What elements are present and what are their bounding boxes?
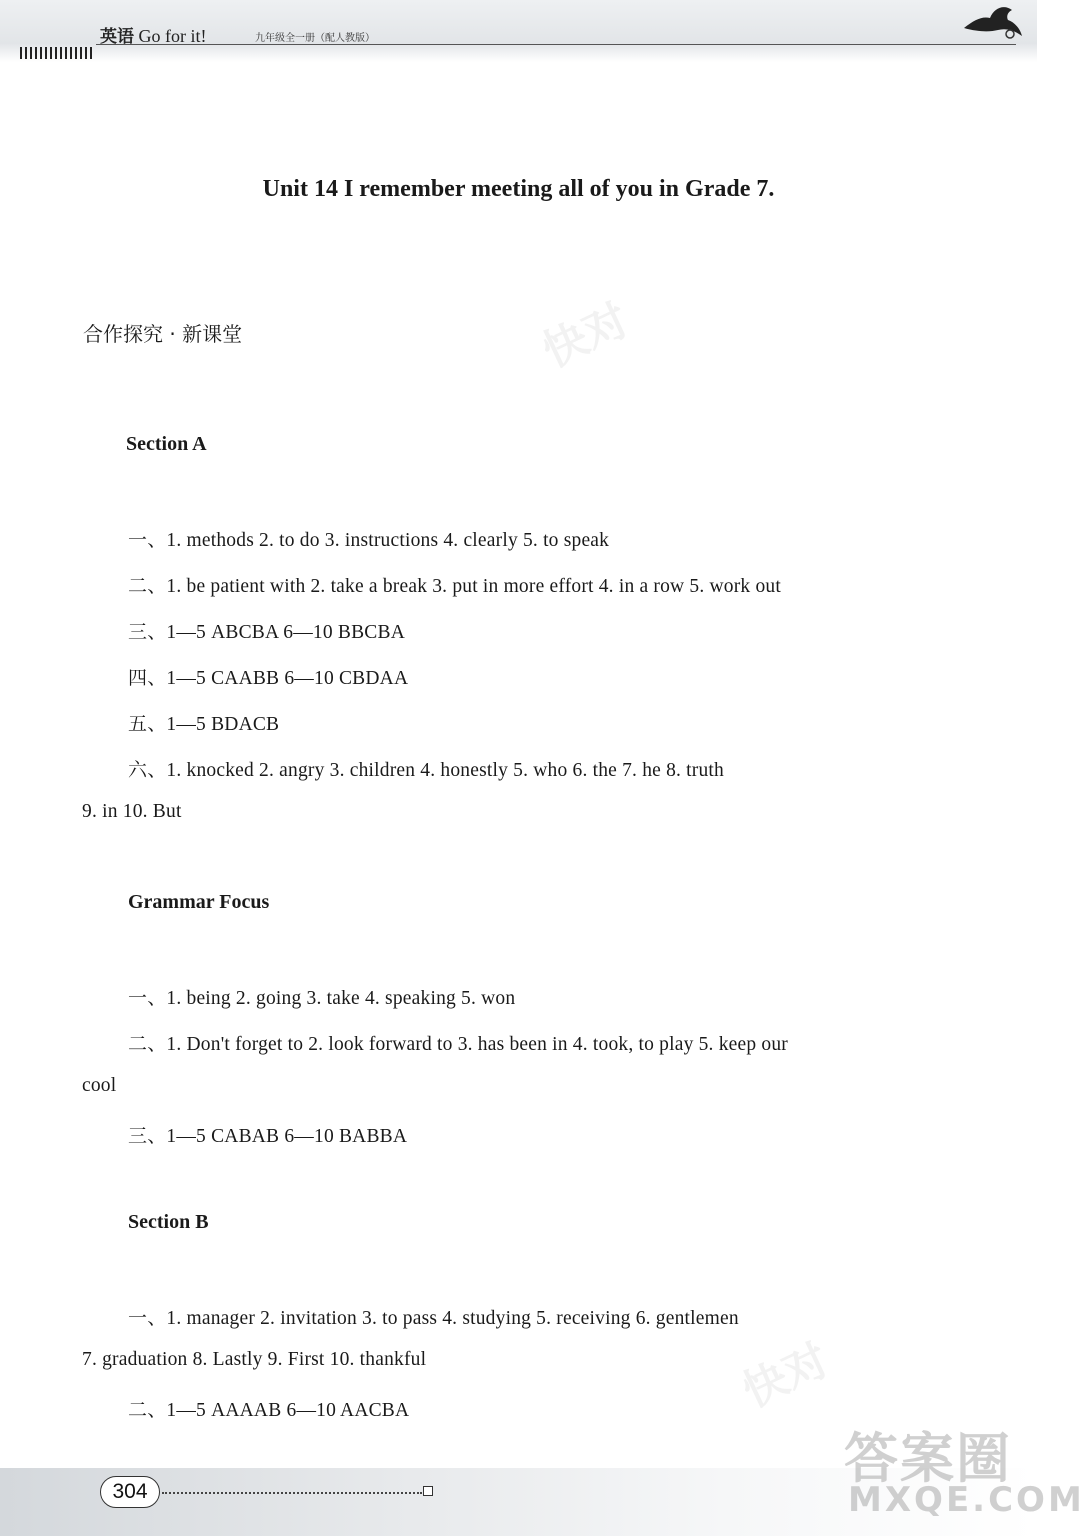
answer-line: 二、1. Don't forget to 2. look forward to 3. has been in 4. took, to play 5. keep our (128, 1033, 788, 1055)
part-heading: 合作探究 · 新课堂 (83, 322, 243, 346)
answer-line: 一、1. manager 2. invitation 3. to pass 4. studying 5. receiving 6. gentlemen (128, 1307, 739, 1329)
footer-square-icon (423, 1486, 433, 1496)
site-stamp-logo (844, 1416, 1085, 1526)
grammar-focus-heading: Grammar Focus (128, 891, 270, 913)
answer-line-continuation: 7. graduation 8. Lastly 9. First 10. thankful (82, 1349, 427, 1370)
answer-line: 四、1—5 CAABB 6—10 CBDAA (128, 667, 409, 689)
answer-line: 三、1—5 CABAB 6—10 BABBA (128, 1125, 408, 1147)
answer-line-continuation: cool (82, 1075, 117, 1096)
watermark: 快对 (735, 1334, 837, 1418)
stamp-text: 答案圈 (844, 1427, 1012, 1490)
header-edition: 九年级全一册（配人教版） (255, 33, 375, 44)
answer-line-continuation: 9. in 10. But (82, 801, 182, 822)
answer-line: 五、1—5 BDACB (128, 713, 280, 735)
header-book-title: Go for it! (138, 26, 207, 46)
answer-line: 六、1. knocked 2. angry 3. children 4. honestly 5. who 6. the 7. he 8. truth (128, 759, 724, 781)
answer-line: 二、1. be patient with 2. take a break 3. put in more effort 4. in a row 5. work out (128, 575, 781, 597)
unit-title: Unit 14 I remember meeting all of you in Grade 7. (262, 176, 775, 202)
stamp-url: MXQE.COM (848, 1480, 1085, 1520)
section-a-heading: Section A (126, 433, 207, 455)
header-ticks (20, 47, 94, 59)
answer-line: 三、1—5 ABCBA 6—10 BBCBA (128, 621, 405, 643)
watermark: 快对 (535, 294, 637, 378)
answer-line: 一、1. methods 2. to do 3. instructions 4. clearly 5. to speak (128, 529, 610, 551)
section-b-heading: Section B (128, 1211, 209, 1233)
bird-logo-icon (960, 2, 1024, 42)
answer-line: 一、1. being 2. going 3. take 4. speaking 5. won (128, 987, 516, 1009)
header-rule (96, 44, 1016, 45)
header-title (100, 22, 206, 47)
page-number: 304 (100, 1476, 160, 1508)
footer-dotted-rule (162, 1492, 422, 1494)
answer-line: 二、1—5 AAAAB 6—10 AACBA (128, 1399, 410, 1421)
header-subject: 英语 (100, 27, 134, 47)
